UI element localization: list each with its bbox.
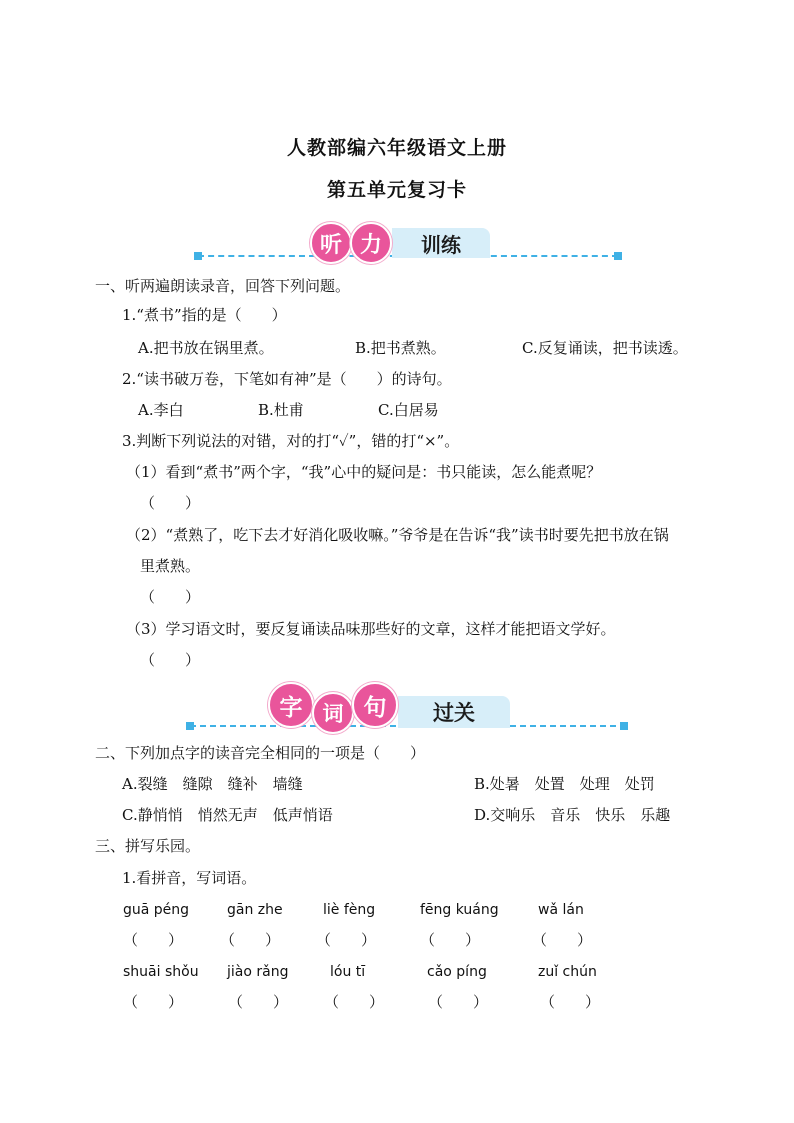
answer-blank: （ ） [540, 993, 601, 1011]
page-title: 人教部编六年级语文上册 [286, 137, 507, 159]
answer-blank: （ ） [420, 931, 481, 949]
question-1-stem: 1.“煮书”指的是（ ） [122, 306, 287, 324]
answer-blank: （ ） [220, 931, 281, 949]
pinyin-item: shuāi shǒu [123, 964, 199, 980]
pinyin-item: zuǐ chún [538, 964, 597, 980]
banner-square-left [186, 722, 194, 730]
question-1-option-c: C.反复诵读，把书读透。 [522, 339, 688, 357]
answer-blank: （ ） [324, 993, 385, 1011]
pinyin-item: guā péng [123, 902, 190, 918]
question-3-item-2: （2）“煮熟了，吃下去才好消化吸收嘛。”爷爷是在告诉“我”读书时要先把书放在锅 [126, 526, 669, 544]
answer-blank: （ ） [123, 931, 184, 949]
answer-blank: （ ） [428, 993, 489, 1011]
question-2-option-b: B.杜甫 [258, 401, 304, 419]
question-2-option-c: C.白居易 [378, 401, 439, 419]
answer-blank: （ ） [228, 993, 289, 1011]
question-3-item-3: （3）学习语文时，要反复诵读品味那些好的文章，这样才能把语文学好。 [126, 620, 616, 638]
banner-square-right [620, 722, 628, 730]
pinyin-item: jiào rǎng [227, 964, 289, 980]
question-3-item-1: （1）看到“煮书”两个字，“我”心中的疑问是：书只能读，怎么能煮呢？ [126, 463, 602, 481]
banner-tag: 过关 [398, 696, 510, 728]
banner-circle-3: 句 [352, 682, 398, 728]
pinyin-item: gān zhe [227, 902, 283, 918]
answer-blank: （ ） [123, 993, 184, 1011]
answer-blank: （ ） [140, 494, 201, 512]
answer-blank: （ ） [532, 931, 593, 949]
pinyin-item: lóu tī [330, 964, 366, 980]
banner-circle-1: 字 [268, 682, 314, 728]
banner-square-left [194, 252, 202, 260]
banner-tag: 训练 [392, 228, 490, 258]
answer-blank: （ ） [140, 588, 201, 606]
section-3-heading: 三、拼写乐园。 [95, 837, 201, 855]
pinyin-item: liè fèng [323, 902, 376, 918]
section-2-heading: 二、下列加点字的读音完全相同的一项是（ ） [95, 744, 426, 762]
question-1-option-b: B.把书煮熟。 [355, 339, 446, 357]
question-3-item-2-cont: 里煮熟。 [140, 557, 201, 575]
pinyin-item: wǎ lán [538, 902, 584, 918]
page-subtitle: 第五单元复习卡 [326, 179, 467, 201]
question-1-option-a: A.把书放在锅里煮。 [138, 339, 274, 357]
banner-circle-1: 听 [310, 222, 352, 264]
question-2-option-a: A.李白 [138, 401, 184, 419]
pinyin-item: cǎo píng [427, 964, 487, 980]
answer-blank: （ ） [316, 931, 377, 949]
banner-circle-2: 词 [312, 692, 354, 734]
pinyin-item: fēng kuáng [420, 902, 499, 918]
question-3-stem: 3.判断下列说法的对错，对的打“✓”，错的打“×”。 [122, 432, 460, 450]
section-2-option-c: C.静悄悄 悄然无声 低声悄语 [122, 806, 333, 824]
answer-blank: （ ） [140, 651, 201, 669]
section-2-option-a: A.裂缝 缝隙 缝补 墙缝 [122, 775, 303, 793]
banner-circle-2: 力 [350, 222, 392, 264]
section-2-option-d: D.交响乐 音乐 快乐 乐趣 [474, 806, 671, 824]
question-2-stem: 2.“读书破万卷，下笔如有神”是（ ）的诗句。 [122, 370, 452, 388]
section-3-sub: 1.看拼音，写词语。 [122, 869, 257, 887]
banner-square-right [614, 252, 622, 260]
section-2-option-b: B.处暑 处置 处理 处罚 [474, 775, 655, 793]
section-1-heading: 一、听两遍朗读录音，回答下列问题。 [95, 277, 351, 295]
